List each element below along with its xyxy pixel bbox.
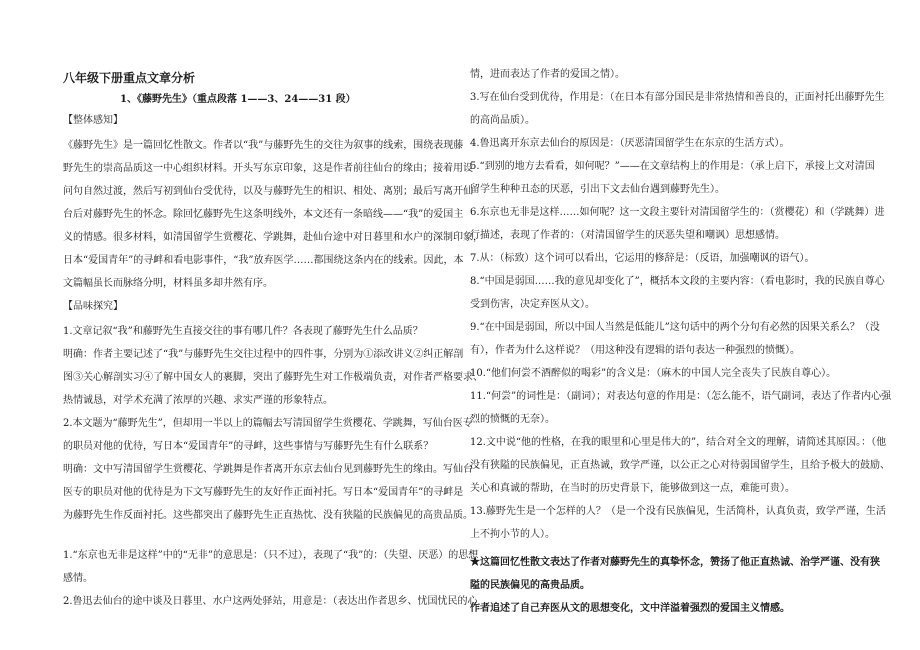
overview-line: 野先生的崇高品质这一中心组织材料。开头写东京印象，这是作者前往仙台的缘由；接着用设 bbox=[63, 163, 473, 174]
question-line: 留学生种种丑态的厌恶，引出下文去仙台遇到藤野先生）。 bbox=[470, 184, 725, 195]
question-line: 行描述，表现了作者的：（对清国留学生的厌恶失望和嘲讽）思想感情。 bbox=[470, 230, 785, 241]
question-line: 1.“东京也无非是这样”中的“无非”的意思是：（只不过），表现了“我”的：（失望、厌恶）的思想 bbox=[63, 550, 479, 561]
question-line: 10.“他们何尝不酒醉似的喝彩”的含义是：（麻木的中国人完全丧失了民族自尊心）。 bbox=[470, 368, 837, 379]
question-line: 7.从：（标致）这个词可以看出，它运用的修辞是：（反语，加强嘲讽的语气）。 bbox=[470, 253, 815, 264]
question-line: 11.“何尝”的词性是：（副词）；对表达句意的作用是：（怎么能不，语气副词，表达了作者内心强 bbox=[470, 391, 892, 402]
question-line: 13.藤野先生是一个怎样的人？（是一个没有民族偏见，生活简朴，认真负责，致学严谨，生活 bbox=[470, 506, 886, 517]
article-subtitle: 1、《藤野先生》（重点段落 1——3、24——31 段） bbox=[120, 94, 356, 105]
overview-line: 《藤野先生》是一篇回忆性散文。作者以“我”与藤野先生的交往为叙事的线索，围绕表现藤 bbox=[63, 140, 464, 151]
summary-line: 隘的民族偏见的高贵品质。 bbox=[470, 580, 590, 591]
question-line: 3.写在仙台受到优待，作用是：（在日本有部分国民是非常热情和善良的，正面衬托出藤野先生 bbox=[470, 92, 885, 103]
overview-line: 台后对藤野先生的怀念。除回忆藤野先生这条明线外，本文还有一条暗线——“我”的爱国主 bbox=[63, 209, 464, 220]
summary-line: ★这篇回忆性散文表达了作者对藤野先生的真挚怀念，赞扬了他正直热诚、治学严谨、没有狭 bbox=[470, 557, 880, 568]
question-line: 5.“到别的地方去看看，如何呢？”——在文章结构上的作用是：（承上启下，承接上文对清国 bbox=[470, 161, 875, 172]
question-line: 上不拘小节的人）。 bbox=[470, 529, 555, 540]
analysis-line: 热情诚恳，对学术充满了浓厚的兴趣、求实严谨的形象特点。 bbox=[63, 395, 333, 406]
analysis-line: 2.本文题为“藤野先生”，但却用一半以上的篇幅去写清国留学生赏樱花、学跳舞，写仙台医专 bbox=[63, 418, 473, 429]
analysis-line: 的职员对他的优待，写日本“爱国青年”的寻衅，这些事情与写藤野先生有什么联系？ bbox=[63, 441, 434, 452]
question-line: 没有狭隘的民族偏见，正直热诚，致学严谨，以公正之心对待弱国留学生，且给予极大的鼓励、 bbox=[470, 460, 890, 471]
question-line: 6.东京也无非是这样……如何呢？这一文段主要针对清国留学生的：（赏樱花）和（学跳舞）进 bbox=[470, 207, 885, 218]
question-line: 12.文中说“他的性格，在我的眼里和心里是伟大的”，结合对全文的理解，请简述其原因。：（他 bbox=[470, 437, 887, 448]
overview-line: 文篇幅虽长而脉络分明，材料虽多却井然有序。 bbox=[63, 278, 273, 289]
page-title: 八年级下册重点文章分析 bbox=[63, 71, 196, 85]
analysis-line: 图③关心解剖实习④了解中国女人的裹脚，突出了藤野先生对工作极端负责，对作者严格要求、 bbox=[63, 372, 483, 383]
question-line: 的高尚品质）。 bbox=[470, 115, 535, 126]
overview-line: 日本“爱国青年”的寻衅和看电影事件，“我”放弃医学……都围绕这条内在的线索。因此，本 bbox=[63, 255, 464, 266]
section-heading-analysis: 【品味探究】 bbox=[63, 301, 123, 312]
analysis-line: 为藤野先生作反面衬托。这些都突出了藤野先生正直热忱、没有狭隘的民族偏见的高贵品质。 bbox=[63, 510, 473, 521]
question-line: 2.鲁迅去仙台的途中谈及日暮里、水户这两处驿站，用意是：（表达出作者思乡、忧国忧民的心 bbox=[63, 596, 478, 607]
question-line: 8.“中国是弱国……我的意见却变化了”，概括本文段的主要内容：（看电影时，我的民族自尊心 bbox=[470, 276, 885, 287]
question-line: 关心和真诚的帮助，在当时的历史背景下，能够做到这一点，难能可贵）。 bbox=[470, 483, 795, 494]
summary-line: 作者追述了自己弃医从文的思想变化，文中洋溢着强烈的爱国主义情感。 bbox=[470, 603, 790, 614]
overview-line: 义的情感。很多材料，如清国留学生赏樱花、学跳舞，赴仙台途中对日暮里和水户的深制印象， bbox=[63, 232, 483, 243]
section-heading-overview: 【整体感知】 bbox=[63, 115, 123, 126]
question-line: 受到伤害，决定弃医从文）。 bbox=[470, 299, 595, 310]
question-line: 4.鲁迅离开东京去仙台的原因是：（厌恶清国留学生在东京的生活方式）。 bbox=[470, 138, 790, 149]
analysis-line: 医专的职员对他的优待是为下文写藤野先生的友好作正面衬托。写日本“爱国青年”的寻衅是 bbox=[63, 487, 464, 498]
question-line: 情，进而表达了作者的爱国之情）。 bbox=[470, 69, 625, 80]
question-line: 9.“在中国是弱国，所以中国人当然是低能儿”这句话中的两个分句有必然的因果关系么？（没 bbox=[470, 322, 880, 333]
overview-line: 问句自然过渡，然后写初到仙台受优待，以及与藤野先生的相识、相处、离别；最后写离开仙 bbox=[63, 186, 473, 197]
analysis-line: 1.文章记叙“我”和藤野先生直接交往的事有哪几件？各表现了藤野先生什么品质？ bbox=[63, 326, 423, 337]
question-line: 烈的愤慨的无奈）。 bbox=[470, 414, 555, 425]
analysis-line: 明确：作者主要记述了“我”与藤野先生交往过程中的四件事，分别为①添改讲义②纠正解剖 bbox=[63, 349, 464, 360]
question-line: 感情。 bbox=[63, 573, 93, 584]
analysis-line: 明确：文中写清国留学生赏樱花、学跳舞是作者离开东京去仙台见到藤野先生的缘由。写仙台 bbox=[63, 464, 473, 475]
question-line: 有），作者为什么这样说？（用这种没有逻辑的语句表达一种强烈的愤慨）。 bbox=[470, 345, 800, 356]
